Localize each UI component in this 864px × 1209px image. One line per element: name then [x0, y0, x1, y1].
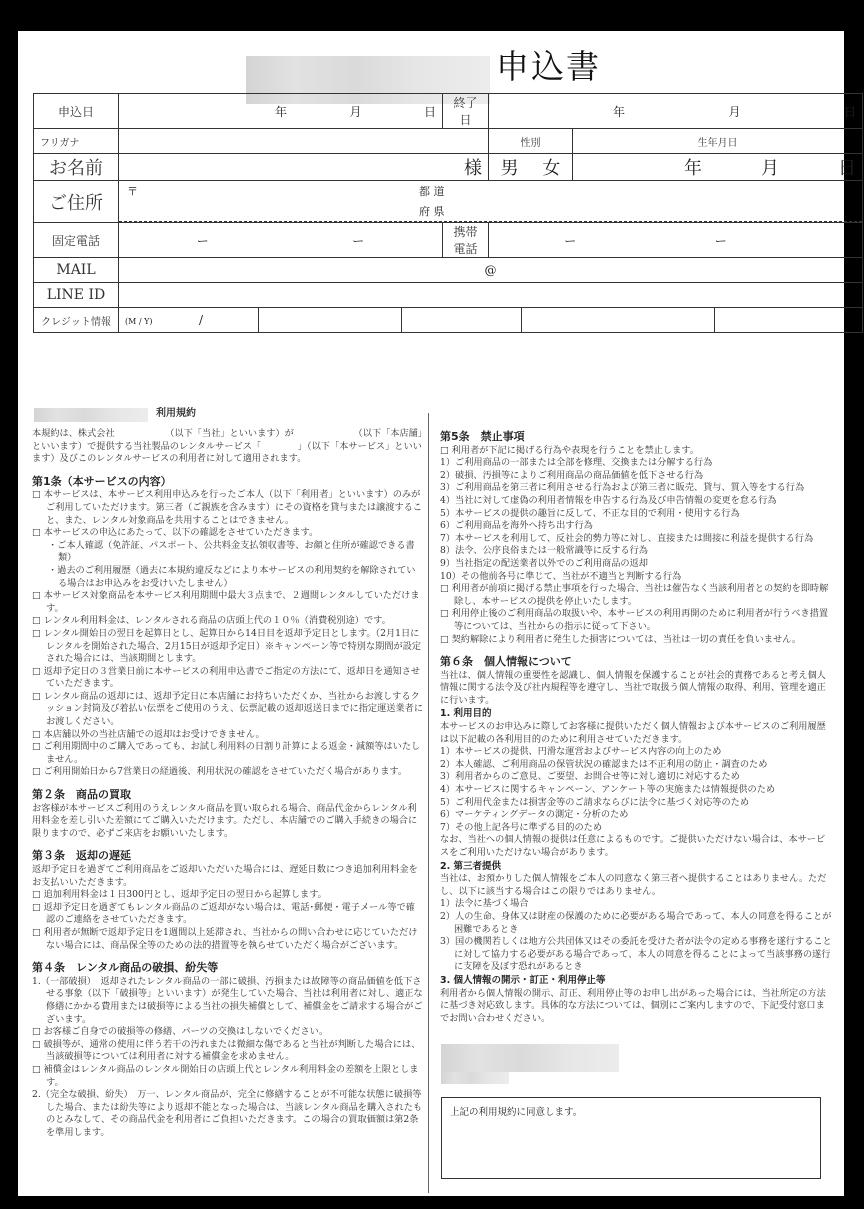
label-line-id: LINE ID: [34, 283, 119, 308]
article-6-section-1-note: なお、当社への個人情報の提供は任意によるものです。ご提供いただけない場合は、本サービスをご利用いただけない場合があります。: [440, 834, 826, 858]
prefecture-label-bottom: 府 県: [419, 205, 445, 218]
row-line-id: [34, 283, 863, 308]
furigana-input[interactable]: [119, 129, 489, 154]
applicant-form: [33, 93, 863, 333]
unit-day: 日: [424, 104, 437, 119]
column-divider: [428, 413, 429, 1193]
terms-intro: 本規約は、株式会社 （以下「当社」といいます）が （以下「本店舗」といいます）で提供する当社製品のレンタルサービス「 」（以下「本サービス」といいます）及びこのレンタルサービスの利用者に対して適用されます。: [32, 428, 423, 465]
article-6-section-3-title: 3. 個人情報の開示・訂正・利用停止等: [440, 974, 606, 986]
article-6-section-2-body: 当社は、お預かりした個人情報をご本人の同意なく第三者へ提供することはありません。ただし、以下に該当する場合はこの限りではありません。: [440, 873, 827, 897]
article-4-item: □ 補償金はレンタル商品のレンタル開始日の店頭上代とレンタル利用料金の差額を上限とします。: [32, 1063, 419, 1088]
article-1-item: □ 本サービス対象商品を本サービス利用期間中最大３点まで、２週間レンタルしていただけます。: [32, 590, 420, 614]
redacted-contact-info: [441, 1044, 619, 1072]
article-1-item: □ レンタル商品の返却には、返却予定日に本店舗にお持ちいただくか、当社からお渡しするクッション封筒及び着払い伝票をご使用のうえ、伝票記載の返却返送日までに指定運送業者にお渡しください。: [32, 690, 424, 728]
article-5-item: □ 利用停止後のご利用商品の取扱いや、本サービスの利用再開のために利用者が行うべき措置等については、当社からの指示に従って下さい。: [440, 608, 829, 632]
dash: ー: [564, 233, 577, 248]
gender-option-male[interactable]: 男: [500, 158, 519, 179]
purpose-item: 1）本サービスの提供、円滑な運営およびサービス内容の向上のため: [440, 746, 722, 758]
mobile-input[interactable]: [489, 223, 863, 258]
redacted-contact-info-2: [441, 1072, 509, 1084]
article-5-item: 8）法令、公序良俗または一般常識等に反する行為: [440, 545, 648, 557]
credit-expiry-input[interactable]: [119, 308, 259, 333]
article-5-item: 3）ご利用商品を第三者に利用させる行為および第三者に販売、貸与、質入等をする行為: [440, 482, 805, 494]
article-5-item: 1）ご利用商品の一部または全部を修理、交換または分解する行為: [440, 457, 713, 469]
purpose-item: 5）ご利用代金または損害金等のご請求ならびに法令に基づく対応等のため: [440, 796, 750, 808]
row-mail: [34, 258, 863, 283]
landline-input[interactable]: [119, 223, 443, 258]
article-4-item: □ 破損等が、通常の使用に伴う若干の汚れまたは微細な傷であると当社が判断した場合には、当該破損等については利用者に対する補償金を求めません。: [32, 1038, 421, 1063]
expiry-slash: /: [199, 313, 204, 327]
article-1-item: □ レンタル利用料金は、レンタルされる商品の店頭上代の１０％（消費税別途）です。: [32, 615, 391, 627]
article-4-item: □ お客様ご自身での破損等の修繕、パーツの交換はしないでください。: [32, 1026, 329, 1038]
agreement-text: 上記の利用規約に同意します。: [450, 1107, 583, 1118]
article-6-title: 第６条 個人情報について: [440, 655, 572, 669]
article-1-item: □ 本サービスの申込にあたって、以下の確認をさせていただきます。: [32, 527, 319, 539]
article-3-body: 返却予定日を過ぎてご利用商品をご返却いただいた場合には、遅延日数につき追加利用料金をお支払いいただきます。: [32, 864, 418, 888]
article-2-title: 第２条 商品の買取: [32, 788, 131, 802]
article-4-item: 1.（一部破損） 返却されたレンタル商品の一部に破損、汚損または故障等の商品価値を低下させる事象（以下「破損等」といいます）が発生していた場合、当社は利用者に対し、適正な修繕にかかる費用または破損等による当社の損失補償として、補償金をご請求する場合がございます。: [32, 975, 423, 1025]
unit-day: 日: [838, 158, 857, 179]
dash: ー: [352, 233, 365, 248]
row-address: [34, 181, 863, 223]
article-6-section-3-body: 利用者から個人情報の開示、訂正、利用停止等のお申し出があった場合には、当社所定の方法に基づき対応致します。具体的な方法については、個別にご案内しますので、下記受付窓口までお問い合わせください。: [440, 987, 826, 1024]
article-6-section-1-body: 本サービスのお申込みに際してお客様に提供いただく個人情報および本サービスのご利用履歴は以下記載の各利用目的のために利用させていただきます。: [440, 721, 826, 745]
label-address: ご住所: [34, 181, 119, 223]
line-id-input[interactable]: [119, 283, 863, 308]
purpose-item: 6）マーケティングデータの測定・分析のため: [440, 809, 629, 821]
article-1-sub: ・ご本人確認（免許証、パスポート、公共料金支払領収書等、お顔と住所が確認できる書類）: [48, 539, 415, 564]
document-header: [18, 31, 844, 91]
article-3-item: □ 返却予定日を過ぎてもレンタル商品のご返却がない場合は、電話･郵便・電子メール等で確認のご連絡をさせていただきます。: [32, 901, 415, 926]
unit-month: 月: [349, 104, 362, 119]
article-5-item: 10）その他前各号に準じて、当社が不適当と判断する行為: [440, 570, 682, 582]
article-3-item: □ 利用者が無断で返却予定日を1週間以上延滞され、当社からの問い合わせに応じていただけない場合には、商品保全等のための法的措置等を執らせていただく場合がございます。: [32, 926, 418, 951]
credit-card-number-2[interactable]: [402, 308, 522, 333]
terms-right-column: [440, 429, 832, 1025]
unit-year: 年: [684, 158, 703, 179]
article-1-title: 第1条（本サービスの内容）: [32, 474, 172, 488]
label-name: お名前: [34, 154, 119, 181]
row-phone: [34, 223, 863, 258]
article-1-item: □ ご利用開始日から7営業日の経過後、利用状況の確認をさせていただく場合があります。: [32, 766, 408, 778]
name-input[interactable]: [119, 154, 489, 181]
application-form-page: [18, 31, 857, 1196]
article-5-lead: □ 利用者が下記に掲げる行為や表現を行うことを禁止します。: [440, 444, 699, 456]
label-birthdate: 生年月日: [573, 129, 863, 154]
purpose-item: 3）利用者からのご意見、ご要望、お問合せ等に対し適切に対応するため: [440, 771, 740, 783]
agreement-signature-box[interactable]: [441, 1097, 821, 1179]
purpose-item: 4）本サービスに関するキャンペーン、アンケート等の実施または情報提供のため: [440, 784, 776, 796]
end-date-field[interactable]: [489, 94, 863, 129]
article-3-item: □ 追加利用料金は１日300円とし、返却予定日の翌日から起算します。: [32, 889, 327, 901]
gender-option-female[interactable]: 女: [542, 158, 561, 179]
label-mobile: 携帯電話: [443, 223, 489, 258]
label-furigana: フリガナ: [34, 129, 119, 154]
unit-year: 年: [613, 104, 626, 119]
terms-heading: 利用規約: [156, 408, 196, 419]
article-5-item: 7）本サービスを利用して、反社会的勢力等に対し、直接または間接に利益を提供する行為: [440, 532, 814, 544]
article-6-section-1-title: 1. 利用目的: [440, 708, 492, 720]
gender-select[interactable]: [489, 154, 573, 181]
article-1-item: □ レンタル開始日の翌日を起算日とし、起算日から14日目を返却予定日とします。（2月1日にレンタルを開始された場合、2月15日が返却予定日）※キャンペーン等で特別な期間が設定された場合には、当該期間とします。: [32, 627, 422, 665]
application-date-field[interactable]: [119, 94, 443, 129]
article-1-item: □ 本店舗以外の当社店舗での返却はお受けできません。: [32, 728, 265, 740]
label-landline: 固定電話: [34, 223, 119, 258]
purpose-item: 2）本人確認、ご利用商品の保管状況の確認または不正利用の防止・調査のため: [440, 758, 768, 770]
label-end-date: 終了日: [443, 94, 489, 129]
article-1-item: □ 返却予定日の３営業日前に本サービスの利用申込書でご指定の方法にて、返却日を通知させていただきます。: [32, 665, 421, 690]
article-5-title: 第5条 禁止事項: [440, 430, 525, 443]
credit-card-number-3[interactable]: [522, 308, 715, 333]
article-1-item: □ ご利用期間中のご購入であっても、お試し利用料の日割り計算による返金・減額等はいたしません。: [32, 741, 421, 765]
article-5-item: □ 契約解除により利用者に発生した損害については、当社は一切の責任を負いません。: [440, 633, 802, 645]
label-mail: MAIL: [34, 258, 119, 283]
row-furigana: [34, 129, 863, 154]
article-3-title: 第３条 返却の遅延: [32, 849, 131, 863]
at-sign: @: [484, 263, 497, 277]
article-5-item: 4）当社に対して虚偽の利用者情報を申告する行為及び申告情報の変更を怠る行為: [440, 494, 777, 506]
article-1-sub: ・過去のご利用履歴（過去に本規約違反などにより本サービスの利用契約を解除されている場合はお申込みをお受けいたしません）: [48, 564, 416, 589]
credit-card-number-4[interactable]: [715, 308, 863, 333]
purpose-item: 7）その他上記各号に準ずる目的のため: [440, 821, 603, 833]
article-4-title: 第４条 レンタル商品の破損、紛失等: [32, 961, 219, 975]
expiry-hint: (M / Y): [125, 317, 153, 326]
postal-mark: 〒: [127, 185, 138, 198]
label-gender: 性別: [489, 129, 573, 154]
article-5-item: 5）本サービスの提供の趣旨に反して、不正な目的で利用・使用する行為: [440, 507, 740, 519]
redacted-company-name: [34, 408, 148, 422]
document-title: 申込書: [496, 47, 601, 86]
article-5-item: 9）当社指定の配送業者以外でのご利用商品の返却: [440, 557, 648, 569]
article-1-item: □ 本サービスは、本サービス利用申込みを行ったご本人（以下「利用者」といいます）のみがご利用していただけます。第三者（ご親族を含みます）にその資格を貸与または譲渡すること、また、レンタル対象商品を共用することはできません。: [32, 489, 422, 526]
article-4-item: 2.（完全な破損、紛失） 万一、レンタル商品が、完全に修繕することが不可能な状態に破損等した場合、または紛失等により返却不能となった場合は、当該レンタル商品を購入されたものとみなして、その商品代金を利用者にご負担いただきます。この場合の買取価額は第2条を準用します。: [32, 1089, 423, 1138]
unit-month: 月: [761, 158, 780, 179]
credit-card-number-1[interactable]: [259, 308, 402, 333]
third-party-item: 3）国の機関若しくは地方公共団体又はその委託を受けた者が法令の定める事務を遂行することに対して協力する必要がある場合であって、本人の同意を得ることによって当該事務の遂行に支障を及ぼす恐れがあるとき: [440, 936, 832, 973]
row-application-date: [34, 94, 863, 129]
unit-month: 月: [728, 104, 741, 119]
row-credit: [34, 308, 863, 333]
article-6-section-2-title: 2. 第三者提供: [440, 860, 502, 872]
dash: ー: [196, 233, 209, 248]
unit-day: 日: [844, 104, 857, 119]
article-5-item: 6）ご利用商品を海外へ持ち出す行為: [440, 520, 593, 532]
mail-input[interactable]: [119, 258, 863, 283]
address-input[interactable]: [119, 181, 863, 223]
terms-left-column: [32, 408, 424, 1139]
article-6-body: 当社は、個人情報の重要性を認識し、個人情報を保護することが社会的責務であると考え個人情報に関する法令及び社内規程等を遵守し、当社で取扱う個人情報の取得、利用、管理を適正に行います。: [440, 669, 826, 706]
third-party-item: 2）人の生命、身体又は財産の保護のために必要がある場合であって、本人の同意を得ることが困難であるとき: [440, 910, 832, 935]
label-application-date: 申込日: [34, 94, 119, 129]
article-5-item: 2）破損、汚損等によりご利用商品の商品価値を低下させる行為: [440, 469, 704, 481]
label-credit: クレジット情報: [34, 308, 119, 333]
birthdate-field[interactable]: [573, 154, 863, 181]
honorific-sama: 様: [464, 158, 483, 179]
article-2-body: お客様が本サービスご利用のうえレンタル商品を買い取られる場合、商品代金からレンタル利用料金を差し引いた差額にてご購入いただけます。ただし、本店舗でのご購入手続きの場合に限りますので、必ずご来店をお願いいたします。: [32, 802, 418, 839]
third-party-item: 1）法令に基づく場合: [440, 898, 529, 910]
unit-year: 年: [275, 104, 288, 119]
article-5-item: □ 利用者が前項に掲げる禁止事項を行った場合、当社は催告なく当該利用者との契約を即時解除し、本サービスの提供を停止いたします。: [440, 583, 829, 607]
prefecture-label-top: 都 道: [419, 185, 445, 198]
dash: ー: [714, 233, 727, 248]
row-name: [34, 154, 863, 181]
